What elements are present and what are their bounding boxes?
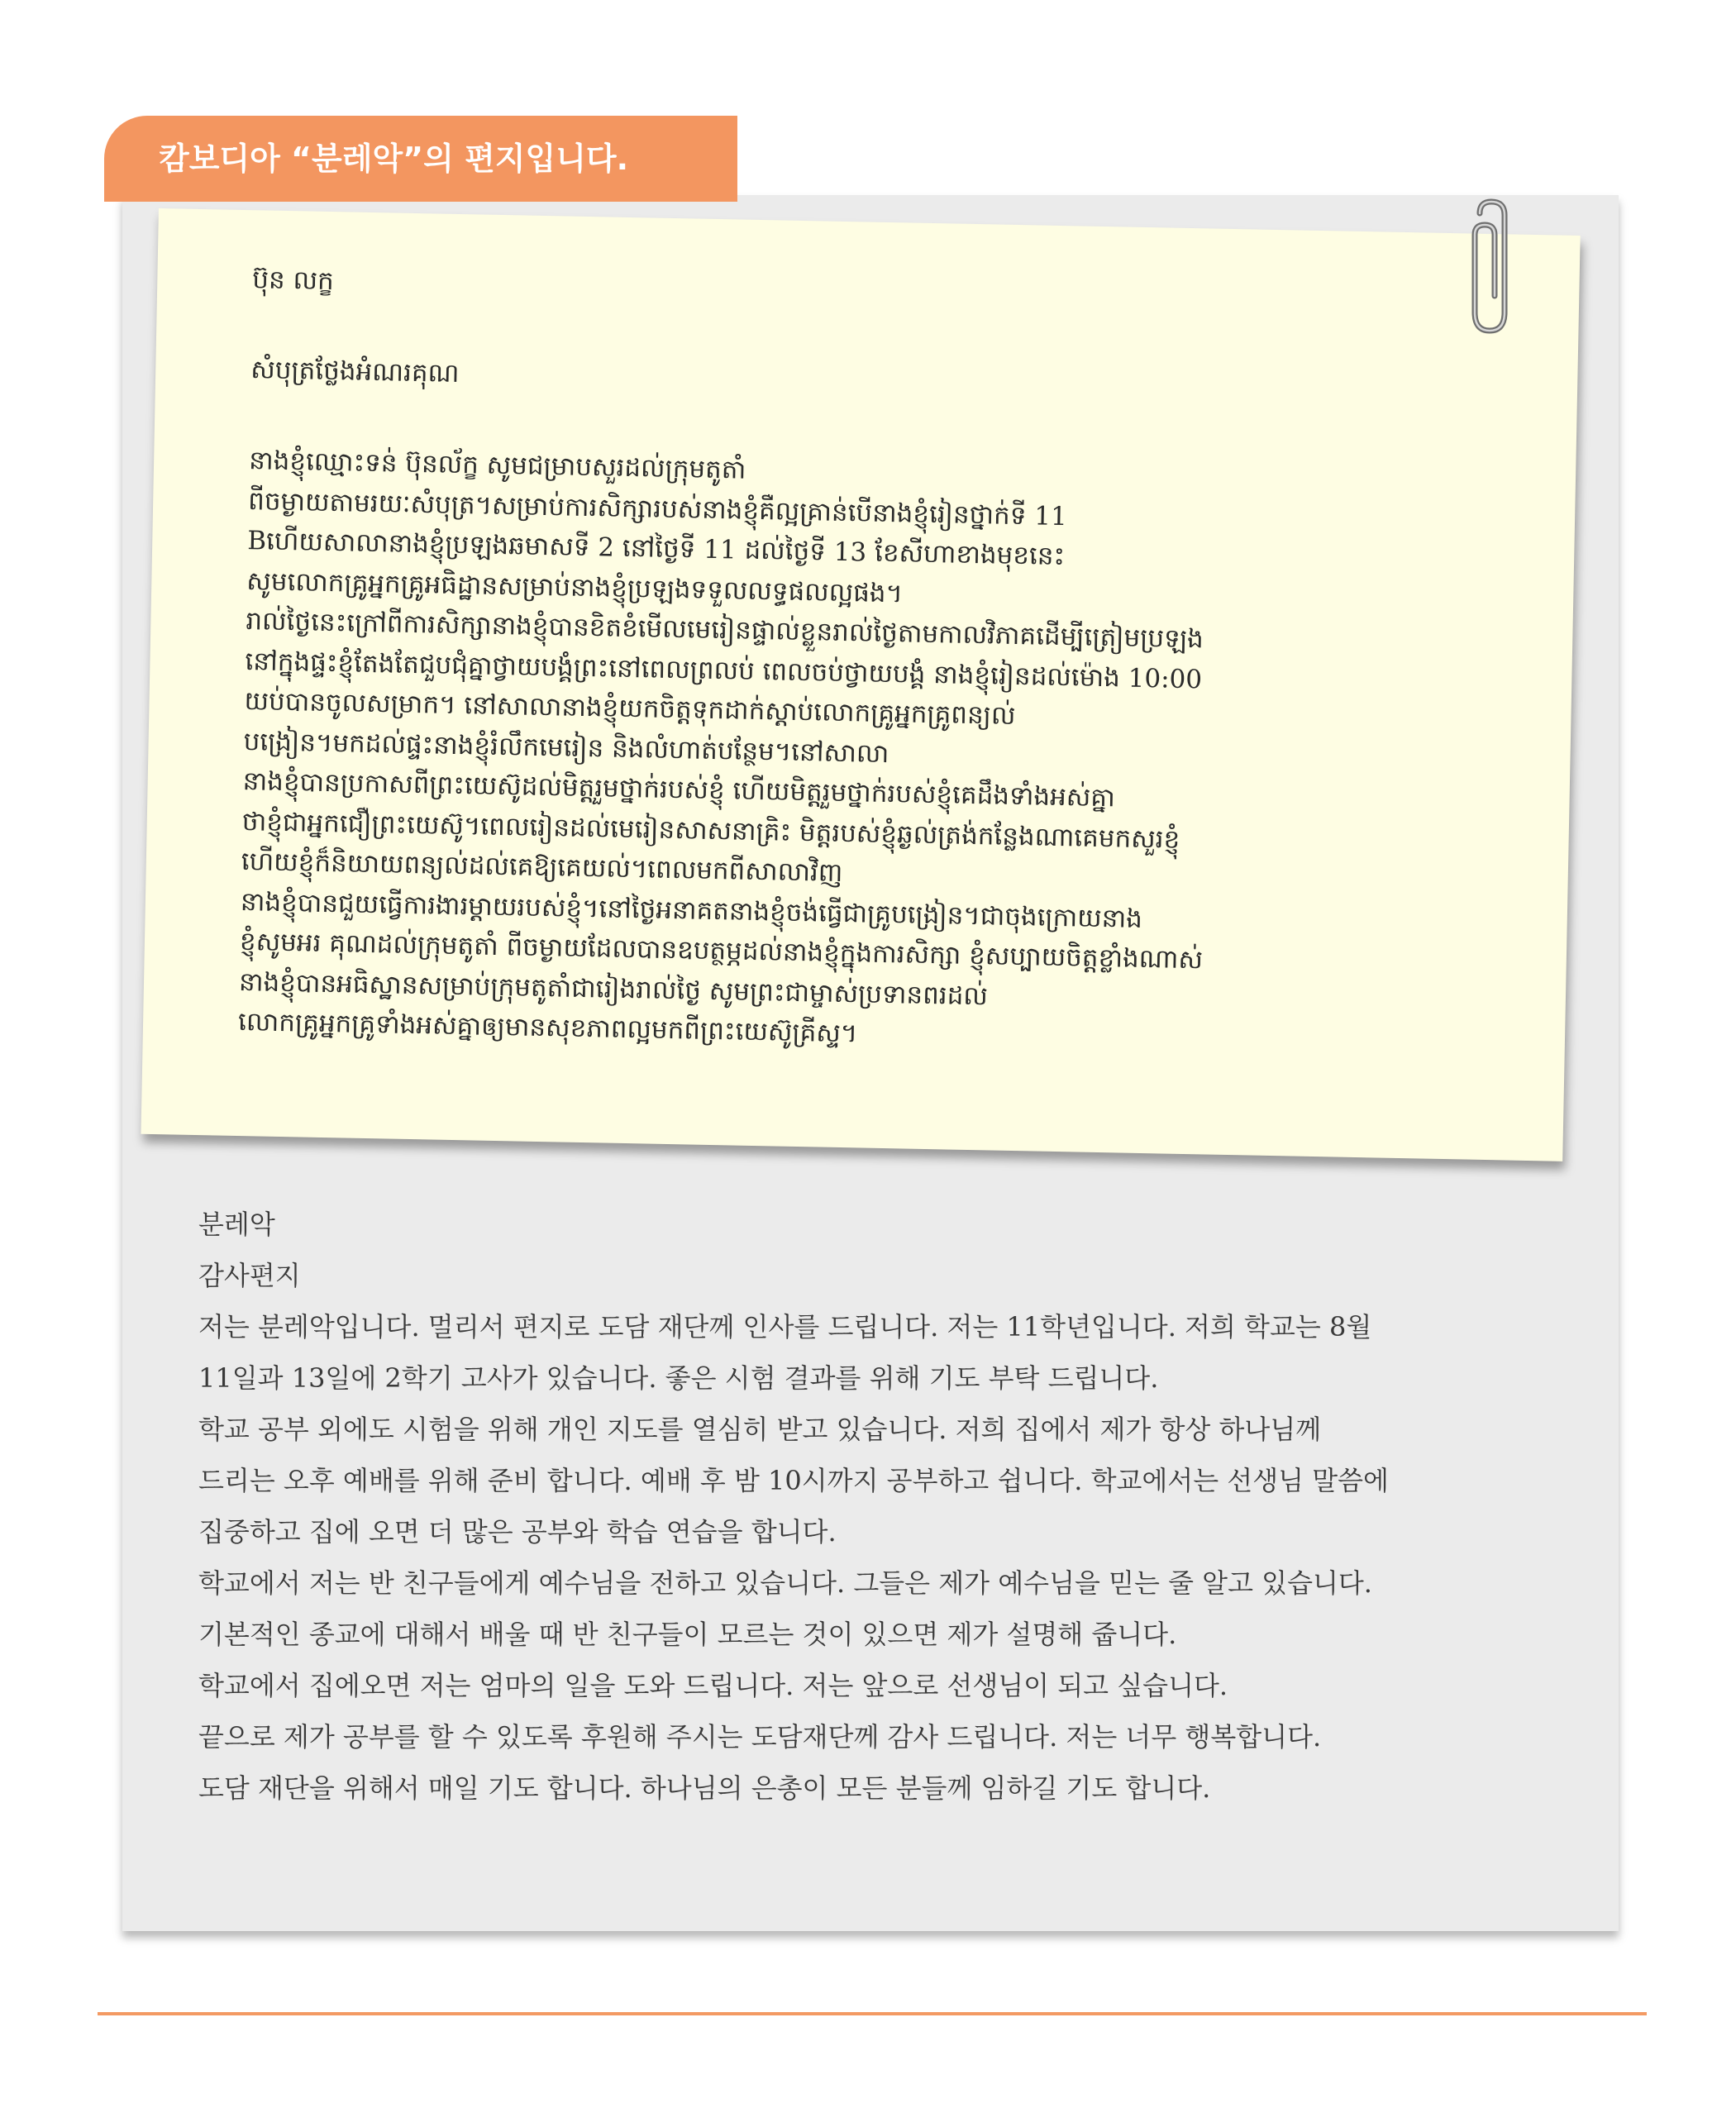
khmer-letter-line: នាងខ្ញុំឈ្មោះទន់ ប៊ុនល័ក្ខ សូមជម្រាបសួរដល់ក្រុមតូតាំ (248, 446, 746, 485)
korean-letter-line: 학교에서 저는 반 친구들에게 예수님을 전하고 있습니다. 그들은 제가 예수님을 믿는 줄 알고 있습니다. (198, 1567, 1372, 1599)
korean-letter (198, 1199, 1554, 1814)
khmer-letter-line: បង្រៀន។មកដល់ផ្ទះនាងខ្ញុំរំលឹកមេរៀន និងលំហាត់បន្ថែម។នៅសាលា (243, 726, 889, 769)
khmer-letter-note (141, 208, 1580, 1161)
korean-letter-line: 집중하고 집에 오면 더 많은 공부와 학습 연습을 합니다. (198, 1516, 837, 1548)
khmer-letter-line: នាងខ្ញុំបានប្រកាសពីព្រះយេស៊ូដល់មិត្តរួមថ្នាក់របស់ខ្ញុំ ហើយមិត្តរួមថ្នាក់របស់ខ្ញុំគេដឹងទាំងអស់គ្នា (242, 766, 1116, 813)
khmer-letter-line: សូមលោកគ្រូអ្នកគ្រូអធិដ្ឋានសម្រាប់នាងខ្ញុំប្រឡងទទួលលទ្ធផលល្អផង។ (246, 565, 904, 608)
paperclip-icon (1468, 197, 1526, 337)
khmer-letter-subtitle: សំបុត្រថ្លែងអំណរគុណ (250, 354, 460, 389)
khmer-letter-line: នាងខ្ញុំបានអធិស្ឋានសម្រាប់ក្រុមតូតាំជារៀងរាល់ថ្ងៃ សូមព្រះជាម្ចាស់ប្រទានពរដល់ (238, 966, 989, 1011)
korean-letter-line: 드리는 오후 예배를 위해 준비 합니다. 예배 후 밤 10시까지 공부하고 쉽니다. 학교에서는 선생님 말씀에 (198, 1465, 1389, 1496)
korean-letter-line: 기본적인 종교에 대해서 배울 때 반 친구들이 모르는 것이 있으면 제가 설명해 줍니다. (198, 1619, 1177, 1650)
korean-letter-line: 도담 재단을 위해서 매일 기도 합니다. 하나님의 은총이 모든 분들께 임하길 기도 합니다. (198, 1772, 1211, 1804)
page-title: 캄보디아 “분레악”의 편지입니다. (104, 116, 737, 202)
khmer-letter-line: ខ្ញុំសូមអរ គុណដល់ក្រុមតូតាំ ពីចម្ងាយដែលបានឧបត្ថម្ភដល់នាងខ្ញុំក្នុងការសិក្សា ខ្ញុំសប្បាយចិត្តខ្លាំងណាស់ (239, 927, 1204, 975)
korean-letter-line: 학교에서 집에오면 저는 엄마의 일을 도와 드립니다. 저는 앞으로 선생님이 되고 싶습니다. (198, 1670, 1228, 1701)
khmer-letter-line: រាល់ថ្ងៃនេះក្រៅពីការសិក្សានាងខ្ញុំបានខិតខំមើលមេរៀនផ្ទាល់ខ្លួនរាល់ថ្ងៃតាមកាលវិភាគដើម្បីត្រៀមប្រឡង (246, 606, 1204, 655)
khmer-letter-line: យប់បានចូលសម្រាក។ នៅសាលានាងខ្ញុំយកចិត្តទុកដាក់ស្តាប់លោកគ្រូអ្នកគ្រូពន្យល់ (244, 686, 1016, 732)
korean-letter-line: 끝으로 제가 공부를 할 수 있도록 후원해 주시는 도담재단께 감사 드립니다. 저는 너무 행복합니다. (198, 1721, 1322, 1753)
khmer-letter-line: នាងខ្ញុំបានជួយធ្វើការងារម្តាយរបស់ខ្ញុំ។នៅថ្ងៃអនាគតនាងខ្ញុំចង់ធ្វើជាគ្រូបង្រៀន។ជាចុងក្រោយនាង (240, 886, 1143, 934)
korean-letter-subtitle: 감사편지 (198, 1260, 301, 1291)
khmer-letter-line: នៅក្នុងផ្ទះខ្ញុំតែងតែជួបជុំគ្នាថ្វាយបង្គំព្រះនៅពេលព្រលប់ ពេលចប់ថ្វាយបង្គំ នាងខ្ញុំរៀនដល់ម៉ោង 10:00 (245, 646, 1203, 694)
korean-letter-line: 학교 공부 외에도 시험을 위해 개인 지도를 열심히 받고 있습니다. 저희 집에서 제가 항상 하나님께 (198, 1414, 1322, 1445)
korean-letter-line: 11일과 13일에 2학기 고사가 있습니다. 좋은 시험 결과를 위해 기도 부탁 드립니다. (198, 1362, 1159, 1394)
khmer-letter-line: Bហើយសាលានាងខ្ញុំប្រឡងឆមាសទី 2 នៅថ្ងៃទី 11 ដល់ថ្ងៃទី 13 ខែសីហាខាងមុខនេះ (246, 526, 1066, 572)
khmer-letter-line: លោកគ្រូអ្នកគ្រូទាំងអស់គ្នាឲ្យមានសុខភាពល្អមកពីព្រះយេស៊ូគ្រីស្ទ។ (237, 1007, 858, 1049)
khmer-letter-name: ប៊ុន លក្ខ (252, 265, 335, 297)
khmer-letter-line: ថាខ្ញុំជាអ្នកជឿព្រះយេស៊ូ។ពេលរៀនដល់មេរៀនសាសនាគ្រិះ មិត្តរបស់ខ្ញុំឆ្ងល់ត្រង់កន្លែងណាគេមកសួរខ្ញុំ (241, 806, 1180, 855)
korean-letter-line: 저는 분레악입니다. 멀리서 편지로 도담 재단께 인사를 드립니다. 저는 11학년입니다. 저희 학교는 8월 (198, 1311, 1372, 1343)
footer-divider (98, 2012, 1647, 2015)
korean-letter-name: 분레악 (198, 1209, 275, 1240)
khmer-letter-line: ពីចម្ងាយតាមរយៈសំបុត្រ។សម្រាប់ការសិក្សារបស់នាងខ្ញុំគឺល្អគ្រាន់បើនាងខ្ញុំរៀនថ្នាក់ទី 11 (247, 485, 1068, 532)
khmer-letter-line: ហើយខ្ញុំក៏និយាយពន្យល់ដល់គេឱ្យគេយល់។ពេលមកពីសាលាវិញ (241, 847, 843, 889)
